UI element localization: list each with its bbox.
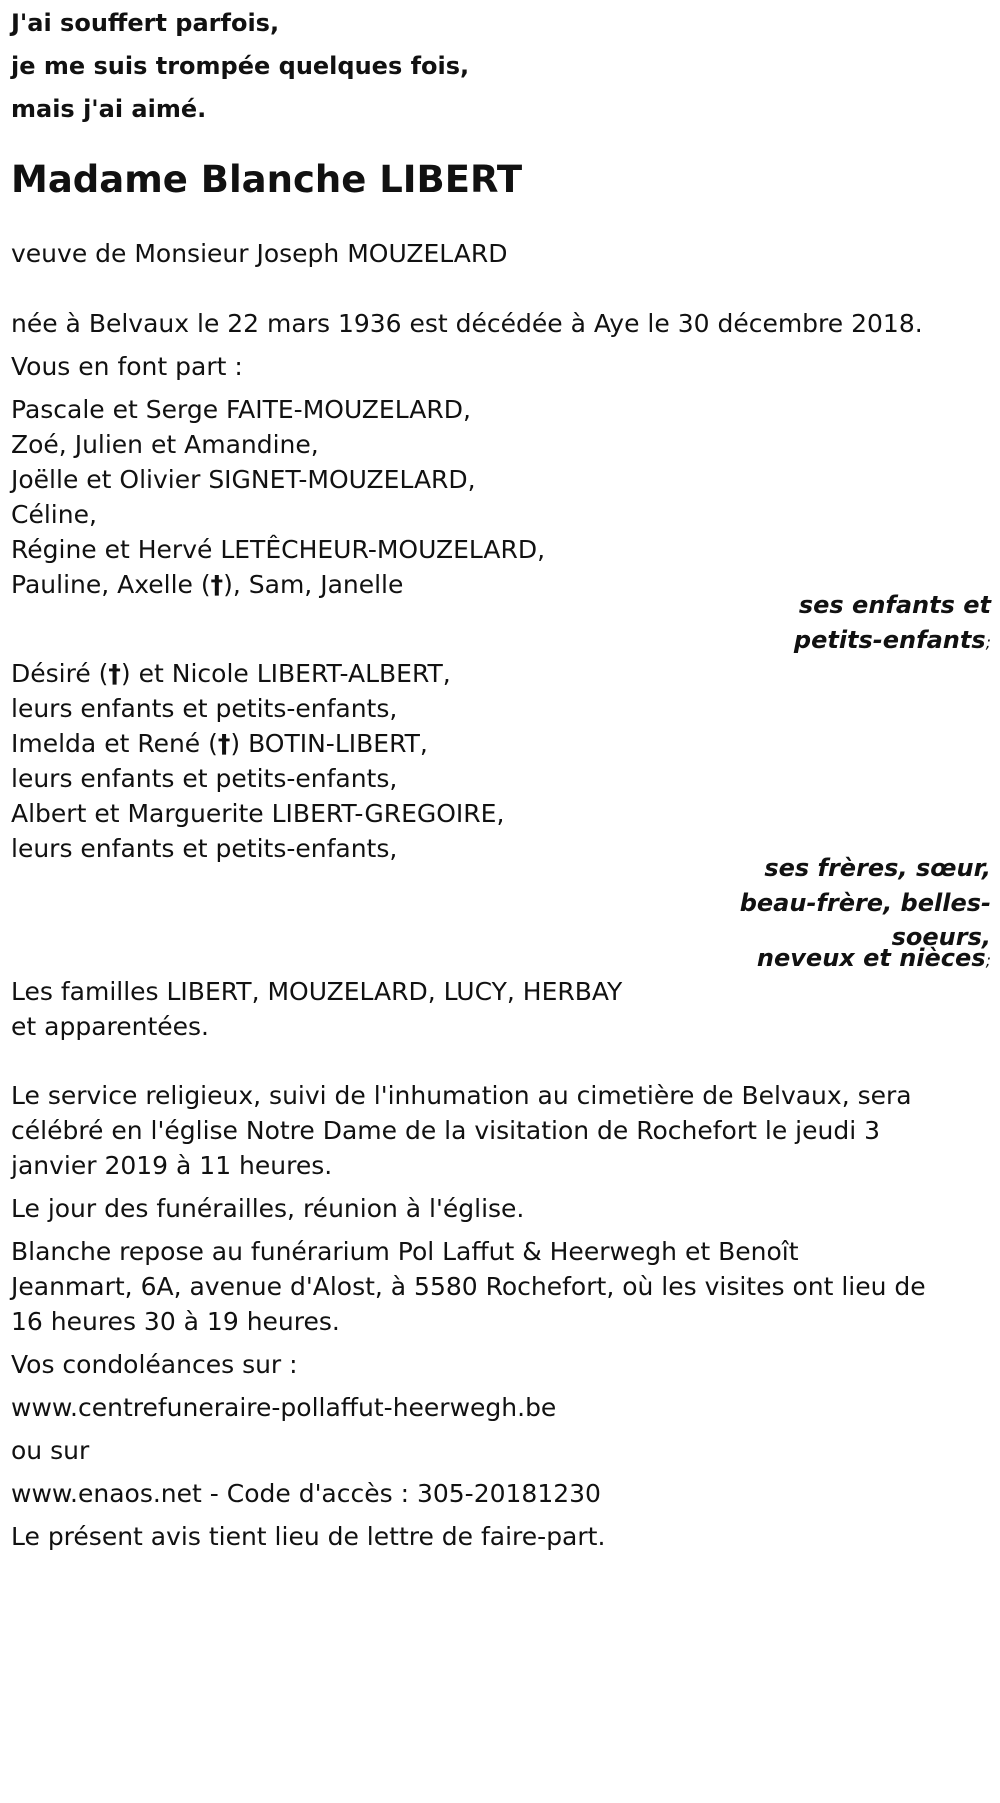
- text-part: ) et Nicole LIBERT-ALBERT,: [120, 659, 451, 688]
- epigraph-line-2: je me suis trompée quelques fois,: [11, 52, 470, 80]
- condolences-label: Vos condoléances sur :: [11, 1350, 298, 1379]
- condolences-site-1: www.centrefuneraire-pollaffut-heerwegh.be: [11, 1393, 557, 1422]
- epigraph-line-3: mais j'ai aimé.: [11, 95, 207, 123]
- siblings-line-6: leurs enfants et petits-enfants,: [11, 834, 398, 863]
- or-label: ou sur: [11, 1436, 90, 1465]
- children-line-4: Céline,: [11, 500, 97, 529]
- children-line-2: Zoé, Julien et Amandine,: [11, 430, 319, 459]
- birth-death: née à Belvaux le 22 mars 1936 est décédée à Aye le 30 décembre 2018.: [11, 309, 923, 338]
- role-separator: ;: [985, 951, 991, 970]
- widow-of: veuve de Monsieur Joseph MOUZELARD: [11, 239, 508, 268]
- siblings-line-4: leurs enfants et petits-enfants,: [11, 764, 398, 793]
- children-line-1: Pascale et Serge FAITE-MOUZELARD,: [11, 395, 471, 424]
- service-line-2: célébré en l'église Notre Dame de la visitation de Rochefort le jeudi 3: [11, 1116, 880, 1145]
- text-part: Imelda et René (: [11, 729, 218, 758]
- text-part: Désiré (: [11, 659, 109, 688]
- children-role-line-2: [91, 625, 991, 658]
- text-part: Pauline, Axelle (: [11, 570, 211, 599]
- role-text: neveux et nièces: [756, 944, 986, 972]
- epigraph-line-1: J'ai souffert parfois,: [11, 9, 280, 37]
- funerarium-line-1: Blanche repose au funérarium Pol Laffut & Heerwegh et Benoît: [11, 1237, 799, 1266]
- text-part: ) BOTIN-LIBERT,: [230, 729, 428, 758]
- siblings-role-line-3: soeurs,: [891, 923, 991, 951]
- families-line-2: et apparentées.: [11, 1012, 209, 1041]
- siblings-role-line-1: ses frères, sœur,: [764, 854, 991, 882]
- funerarium-line-3: 16 heures 30 à 19 heures.: [11, 1307, 340, 1336]
- role-separator: ;: [985, 633, 991, 652]
- siblings-role-line-4: [91, 943, 991, 976]
- deceased-cross: †: [108, 659, 121, 688]
- service-line-1: Le service religieux, suivi de l'inhumation au cimetière de Belvaux, sera: [11, 1081, 912, 1110]
- siblings-line-1: [11, 659, 451, 689]
- deceased-name: Madame Blanche LIBERT: [11, 158, 523, 201]
- service-line-3: janvier 2019 à 11 heures.: [11, 1151, 333, 1180]
- children-line-3: Joëlle et Olivier SIGNET-MOUZELARD,: [11, 465, 476, 494]
- role-text: petits-enfants: [793, 626, 986, 654]
- deceased-cross: †: [210, 570, 224, 599]
- families-line-1: Les familles LIBERT, MOUZELARD, LUCY, HERBAY: [11, 977, 623, 1006]
- funerarium-line-2: Jeanmart, 6A, avenue d'Alost, à 5580 Rochefort, où les visites ont lieu de: [11, 1272, 926, 1301]
- siblings-line-2: leurs enfants et petits-enfants,: [11, 694, 398, 723]
- closing: Le présent avis tient lieu de lettre de faire-part.: [11, 1522, 606, 1551]
- announce: Vous en font part :: [11, 352, 243, 381]
- text-part: ), Sam, Janelle: [223, 570, 404, 599]
- children-role-line-1: ses enfants et: [798, 591, 991, 619]
- meeting: Le jour des funérailles, réunion à l'église.: [11, 1194, 525, 1223]
- siblings-role-line-2: beau-frère, belles-: [739, 889, 991, 917]
- children-line-5: Régine et Hervé LETÊCHEUR-MOUZELARD,: [11, 535, 546, 564]
- siblings-line-5: Albert et Marguerite LIBERT-GREGOIRE,: [11, 799, 505, 828]
- condolences-site-2: www.enaos.net - Code d'accès : 305-20181230: [11, 1479, 601, 1508]
- siblings-line-3: [11, 729, 428, 759]
- deceased-cross: †: [217, 729, 231, 758]
